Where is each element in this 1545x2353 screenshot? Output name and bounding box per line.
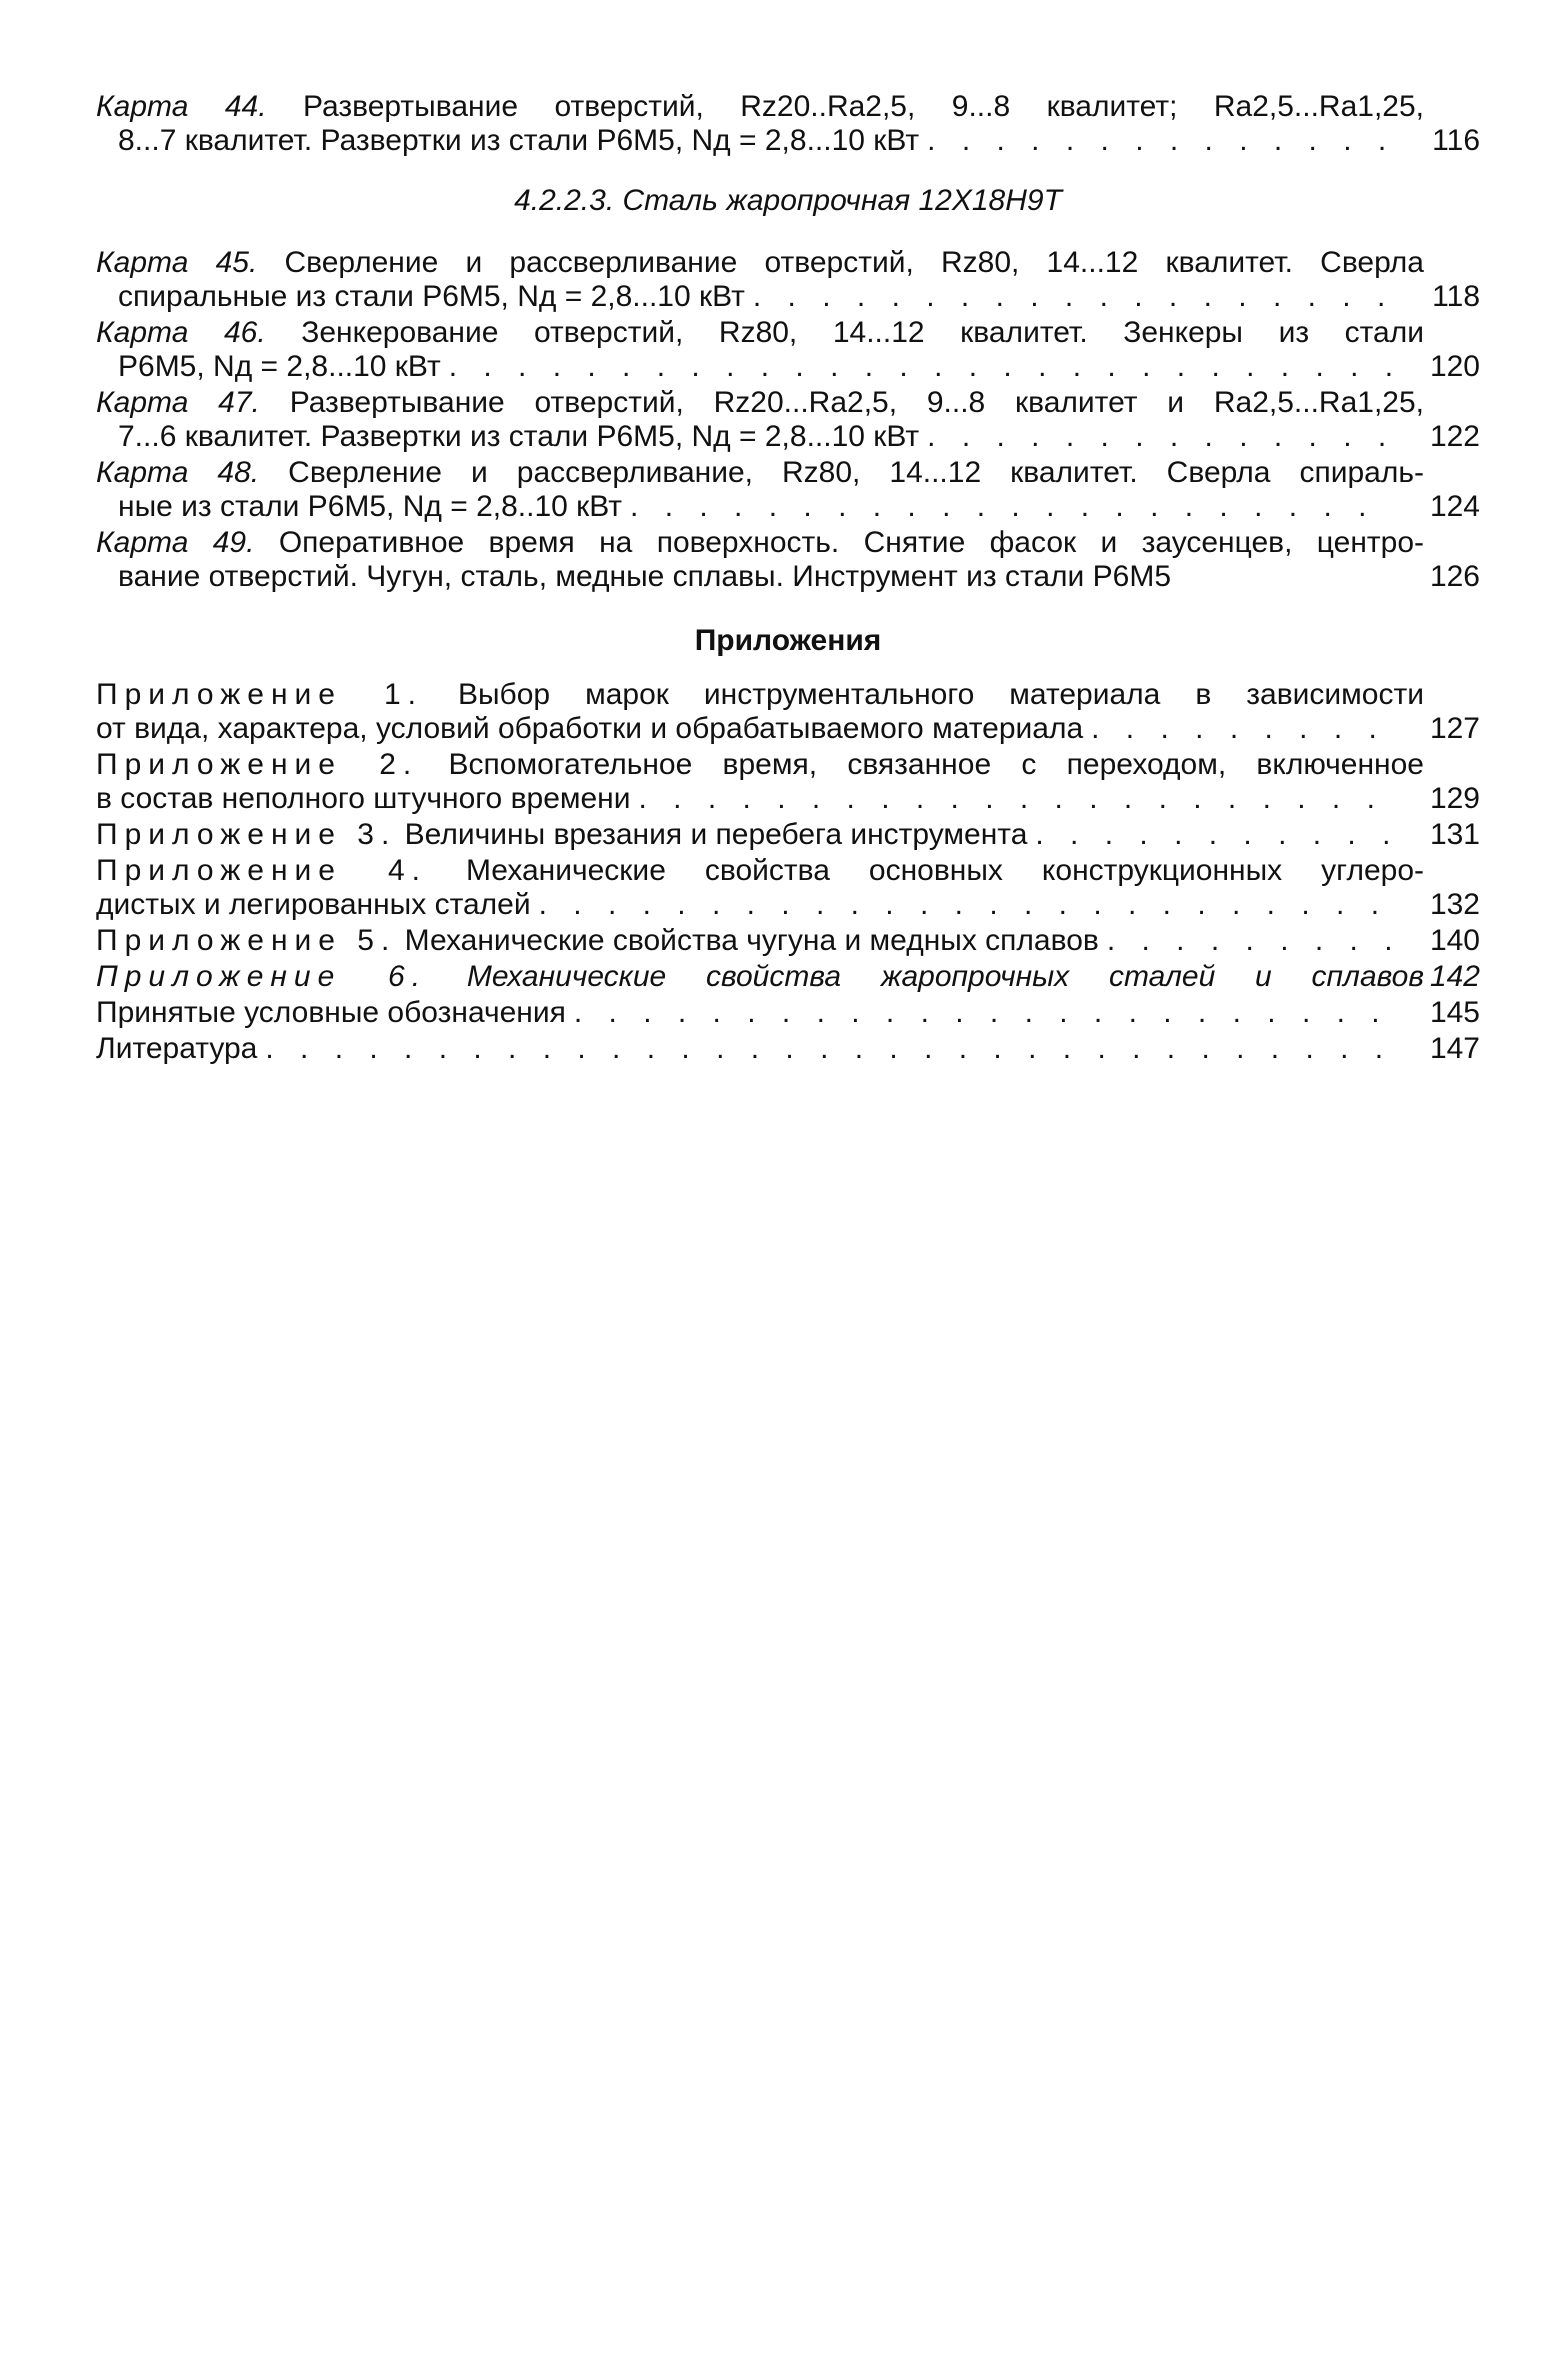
- dot-leader: [753, 280, 1394, 314]
- page-number: 140: [1429, 924, 1480, 957]
- entry-title: Литература: [96, 1032, 258, 1065]
- page-number: 145: [1429, 996, 1480, 1029]
- card-label: Карта 49.: [96, 526, 255, 559]
- dot-leader: [265, 1032, 1394, 1066]
- toc-entry-appendix-6[interactable]: [96, 960, 1480, 994]
- entry-title: Развертывание отверстий, Rz20..Ra2,5, 9...8 квалитет; Ra2,5...Ra1,25,: [303, 90, 1424, 123]
- card-label: Карта 44.: [96, 90, 267, 123]
- page-number: 132: [1429, 888, 1480, 921]
- dot-leader: [574, 996, 1394, 1030]
- dot-leader: [1035, 818, 1394, 852]
- dot-leader: [1091, 712, 1394, 746]
- dot-leader: [639, 782, 1394, 816]
- toc-entry-card-48[interactable]: [96, 456, 1480, 524]
- entry-title: Развертывание отверстий, Rz20...Ra2,5, 9...8 квалитет и Ra2,5...Ra1,25,: [289, 386, 1424, 419]
- dot-leader: [927, 124, 1394, 158]
- card-label: Карта 46.: [96, 316, 266, 349]
- entry-title-cont: в состав неполного штучного времени: [96, 782, 631, 815]
- toc-entry-appendix-2[interactable]: [96, 748, 1480, 816]
- dot-leader: [630, 490, 1394, 524]
- entry-title: Принятые условные обозначения: [96, 996, 566, 1029]
- appendix-heading: Приложения: [694, 624, 882, 657]
- dot-leader: [927, 420, 1394, 454]
- toc-entry-card-46[interactable]: [96, 316, 1480, 384]
- dot-leader: [539, 888, 1394, 922]
- section-heading: 4.2.2.3. Сталь жаропрочная 12Х18Н9Т: [514, 184, 1062, 217]
- entry-title-cont: дистых и легированных сталей: [96, 888, 531, 921]
- toc-entry-appendix-5[interactable]: [96, 924, 1480, 958]
- page-number: 129: [1429, 782, 1480, 815]
- entry-title: Выбор марок инструментального материала в зависимости: [457, 678, 1424, 711]
- toc-entry-card-49[interactable]: [96, 526, 1480, 594]
- entry-title-cont: от вида, характера, условий обработки и обрабатываемого материала: [96, 712, 1084, 745]
- entry-title-cont: Р6М5, Nд = 2,8...10 кВт: [118, 350, 441, 383]
- toc-entry-card-44[interactable]: [96, 90, 1480, 158]
- entry-title: Зенкерование отверстий, Rz80, 14...12 квалитет. Зенкеры из стали: [301, 316, 1424, 349]
- page-number: 124: [1429, 490, 1480, 523]
- page-number: 127: [1429, 712, 1480, 745]
- entry-title: Сверление и рассверливание, Rz80, 14...12 квалитет. Сверла спираль-: [288, 456, 1424, 489]
- card-label: Карта 48.: [96, 456, 260, 489]
- entry-title: Величины врезания и перебега инструмента: [404, 818, 1028, 851]
- dot-leader: [449, 350, 1394, 384]
- toc-entry-appendix-1[interactable]: [96, 678, 1480, 746]
- appendix-label: Приложение 6.: [96, 960, 428, 993]
- entry-title-cont: спиральные из стали Р6М5, Nд = 2,8...10 кВт: [118, 280, 745, 313]
- entry-title: Вспомогательное время, связанное с переходом, включенное: [448, 748, 1424, 781]
- toc-entry-card-45[interactable]: [96, 246, 1480, 314]
- toc-entry-appendix-3[interactable]: [96, 818, 1480, 852]
- card-label: Карта 47.: [96, 386, 260, 419]
- page-number: 118: [1432, 280, 1480, 313]
- page-number: 126: [1429, 560, 1480, 593]
- page-number: 147: [1429, 1032, 1480, 1065]
- entry-title: Механические свойства чугуна и медных сплавов: [404, 924, 1099, 957]
- page-number: 116: [1432, 124, 1480, 157]
- page-number: 122: [1429, 420, 1480, 453]
- appendix-label: Приложение 2.: [96, 748, 419, 781]
- entry-title-cont: вание отверстий. Чугун, сталь, медные сплавы. Инструмент из стали Р6М5: [118, 560, 1172, 593]
- appendix-label: Приложение 1.: [96, 678, 423, 711]
- page-number: 120: [1429, 350, 1480, 383]
- toc-entry-symbols[interactable]: [96, 996, 1480, 1030]
- card-label: Карта 45.: [96, 246, 258, 279]
- entry-title: Оперативное время на поверхность. Снятие фасок и заусенцев, центро-: [278, 526, 1424, 559]
- page-number: 131: [1429, 818, 1480, 851]
- entry-title-cont: 7...6 квалитет. Развертки из стали Р6М5, Nд = 2,8...10 кВт: [118, 420, 920, 453]
- entry-title-cont: ные из стали Р6М5, Nд = 2,8..10 кВт: [118, 490, 623, 523]
- appendix-label: Приложение 3.: [96, 818, 397, 851]
- entry-title: Сверление и рассверливание отверстий, Rz80, 14...12 квалитет. Сверла: [284, 246, 1424, 279]
- toc-entry-appendix-4[interactable]: [96, 854, 1480, 922]
- entry-title: Механические свойства основных конструкционных углеро-: [465, 854, 1424, 887]
- dot-leader: [1107, 924, 1394, 958]
- toc-entry-card-47[interactable]: [96, 386, 1480, 454]
- toc-entry-literature[interactable]: [96, 1032, 1480, 1066]
- appendix-label: Приложение 4.: [96, 854, 427, 887]
- page-number: 142: [1429, 960, 1480, 993]
- appendix-label: Приложение 5.: [96, 924, 397, 957]
- toc-page: [96, 90, 1480, 1068]
- entry-title: Механические свойства жаропрочных сталей и сплавов: [466, 960, 1424, 993]
- entry-title-cont: 8...7 квалитет. Развертки из стали Р6М5, Nд = 2,8...10 кВт: [118, 124, 920, 157]
